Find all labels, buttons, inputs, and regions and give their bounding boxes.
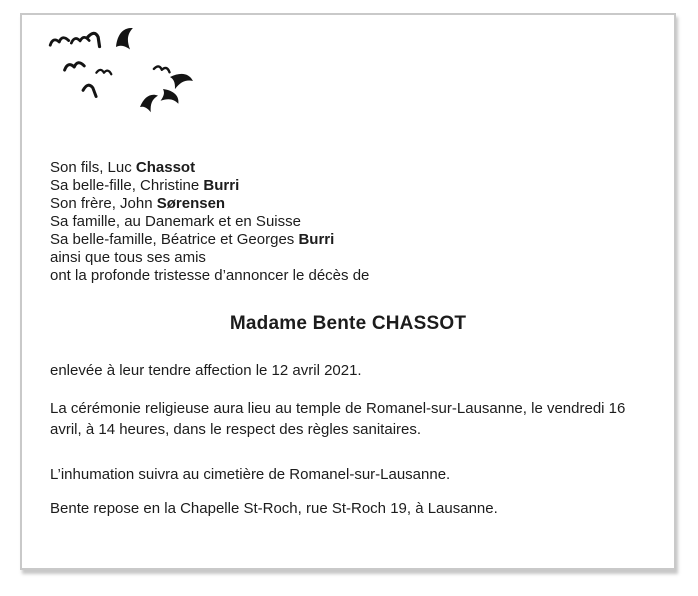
relative-text: ainsi que tous ses amis [50,249,206,266]
relatives-list [50,159,646,285]
death-notice-card [20,13,676,570]
relative-line [50,231,646,249]
relative-text: Son frère, John [50,195,157,212]
relative-line [50,195,646,213]
paragraph-inhumation: L’inhumation suivra au cimetière de Romanel-sur-Lausanne. [50,466,451,483]
relative-text: Son fils, Luc [50,159,136,176]
relative-text: Sa famille, au Danemark et en Suisse [50,213,301,230]
relative-surname: Burri [203,177,240,194]
paragraph-repose: Bente repose en la Chapelle St-Roch, rue St-Roch 19, à Lausanne. [50,500,498,517]
relative-text: Sa belle-famille, Béatrice et Georges [50,231,299,248]
flying-birds-icon [46,27,211,127]
relative-surname: Sørensen [156,195,226,212]
relative-text: Sa belle-fille, Christine [50,177,204,194]
paragraph-ceremonie: La cérémonie religieuse aura lieu au temple de Romanel-sur-Lausanne, le vendredi 16 avril, à 14 heures, dans le respect des règles sanitaires. [50,400,626,438]
relative-line [50,159,646,177]
relative-line [50,213,646,231]
relative-line [50,177,646,195]
relative-line [50,249,646,267]
relative-surname: Chassot [135,159,196,176]
relative-line [50,267,646,285]
paragraph-affection: enlevée à leur tendre affection le 12 avril 2021. [50,362,362,379]
deceased-name: Madame Bente CHASSOT [229,313,467,334]
relative-surname: Burri [298,231,335,248]
relative-text: ont la profonde tristesse d’annoncer le décès de [50,267,370,284]
